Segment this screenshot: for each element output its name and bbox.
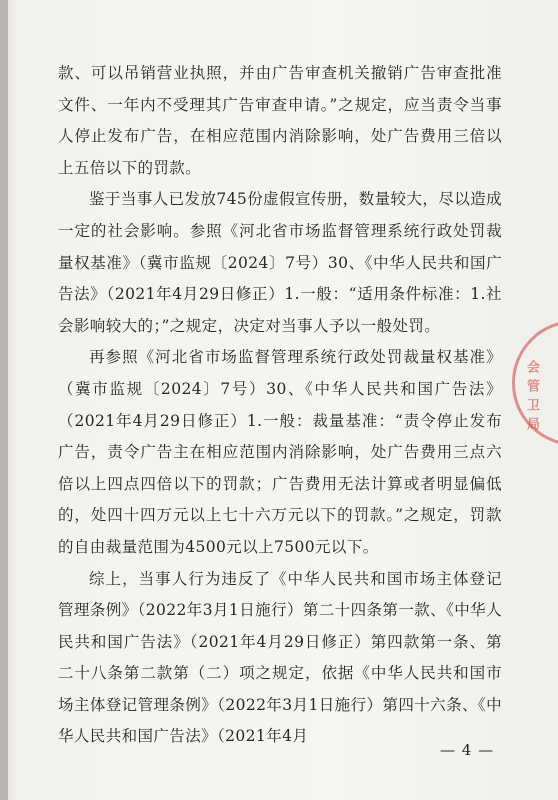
- paragraph-2: 鉴于当事人已发放745份虚假宣传册，数量较大，尽以造成一定的社会影响。参照《河北省市场监督管理系统行政处罚裁量权基准》（冀市监规〔2024〕7号）30、《中华人民共和国广告法》（2021年4月29日修正）1.一般：“适用条件标准：1.社会影响较大的；”之规定，决定对当事人予以一般处罚。: [58, 190, 502, 335]
- binding-edge: [0, 0, 8, 800]
- paragraph-3: 再参照《河北省市场监督管理系统行政处罚裁量权基准》（冀市监规〔2024〕7号）30、《中华人民共和国广告法》（2021年4月29日修正）1.一般：裁量基准：“责令停止发布广告，责令广告主在相应范围内消除影响，处广告费用三点六倍以上四点四倍以下的罚款；广告费用无法计算或者明显偏低的，处四十四万元以上七十六万元以下的罚款。”之规定，罚款的自由裁量范围为4500元以上7500元以下。: [58, 348, 502, 556]
- official-seal-text: 会管卫局: [524, 360, 539, 436]
- document-body: [58, 58, 502, 753]
- page-number: — 4 —: [440, 741, 495, 759]
- paragraph-4: 综上，当事人行为违反了《中华人民共和国市场主体登记管理条例》（2022年3月1日施行）第二十四条第一款、《中华人民共和国广告法》（2021年4月29日修正）第四款第一条、第二十八条第二款第（二）项之规定，依据《中华人民共和国市场主体登记管理条例》（2022年3月1日施行）第四十六条、《中华人民共和国广告法》（2021年4月: [58, 569, 502, 746]
- paragraph-1: 款、可以吊销营业执照，并由广告审查机关撤销广告审查批准文件、一年内不受理其广告审查申请。”之规定，应当责令当事人停止发布广告，在相应范围内消除影响，处广告费用三倍以上五倍以下的罚款。: [58, 64, 502, 177]
